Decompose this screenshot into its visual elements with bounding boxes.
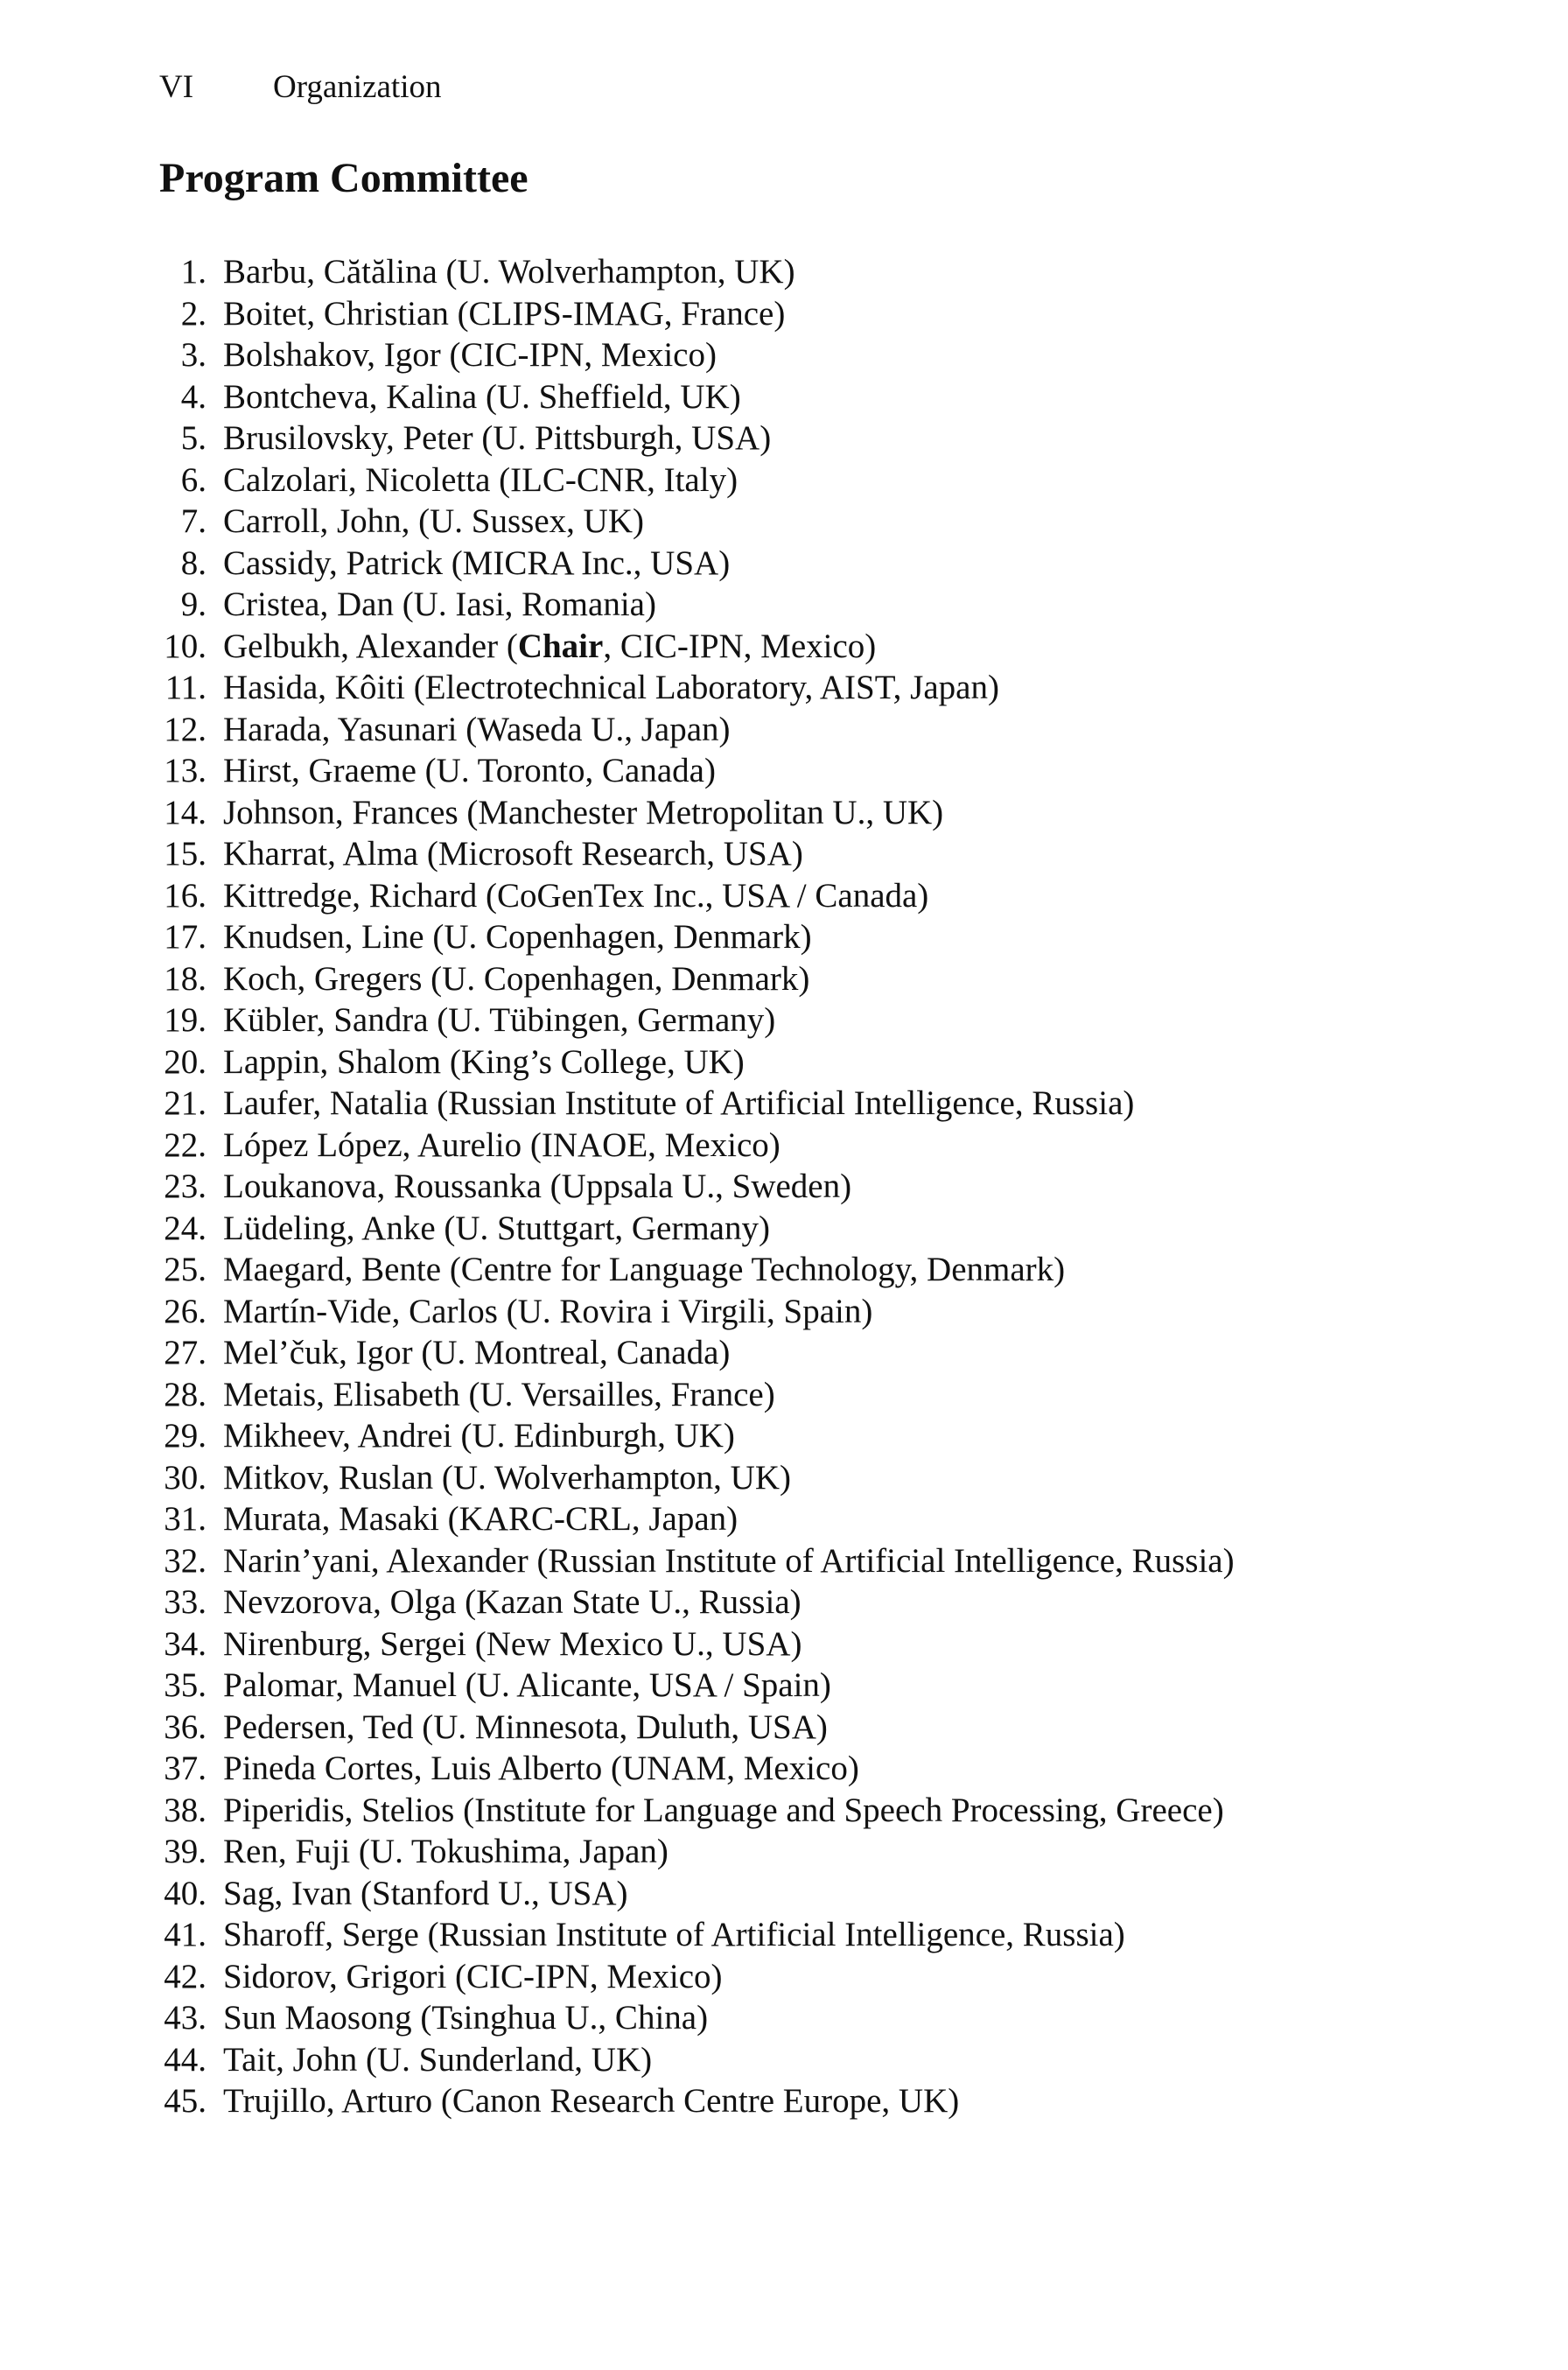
committee-member: [0, 1956, 1568, 1998]
member-number: 34.: [164, 1624, 206, 1663]
committee-member: [0, 543, 1568, 585]
member-name-affiliation: Palomar, Manuel (U. Alicante, USA / Spain): [223, 1666, 831, 1704]
member-name-affiliation: Knudsen, Line (U. Copenhagen, Denmark): [223, 918, 812, 956]
member-number: 16.: [164, 876, 206, 915]
committee-member: [0, 417, 1568, 459]
committee-member: [0, 1041, 1568, 1083]
member-name-affiliation: López López, Aurelio (INAOE, Mexico): [223, 1125, 780, 1164]
member-name-affiliation: Murata, Masaki (KARC-CRL, Japan): [223, 1500, 738, 1538]
member-number: 7.: [180, 502, 206, 540]
member-name-affiliation: Loukanova, Roussanka (Uppsala U., Sweden): [223, 1167, 852, 1205]
member-name-affiliation: Mel’čuk, Igor (U. Montreal, Canada): [223, 1334, 731, 1371]
committee-member: [0, 1831, 1568, 1873]
member-number: 1.: [180, 253, 206, 291]
member-name-affiliation: Lüdeling, Anke (U. Stuttgart, Germany): [223, 1209, 770, 1247]
member-name-affiliation: Kharrat, Alma (Microsoft Research, USA): [223, 835, 803, 873]
member-number: 41.: [164, 1916, 206, 1953]
member-affiliation-after-chair: , CIC-IPN, Mexico): [603, 627, 877, 665]
committee-member: [0, 709, 1568, 751]
member-number: 40.: [164, 1874, 206, 1912]
committee-member: [0, 2080, 1568, 2122]
committee-member: [0, 293, 1568, 335]
committee-member: [0, 667, 1568, 709]
member-name-affiliation: Carroll, John, (U. Sussex, UK): [223, 502, 644, 540]
member-name-affiliation: Mitkov, Ruslan (U. Wolverhampton, UK): [223, 1458, 791, 1497]
member-name-affiliation: Piperidis, Stelios (Institute for Language and Speech Processing, Greece): [223, 1791, 1224, 1829]
running-title: Organization: [273, 69, 442, 105]
program-committee-list: [0, 251, 1568, 2122]
member-name-affiliation: Boitet, Christian (CLIPS-IMAG, France): [223, 294, 786, 333]
committee-member: [0, 1873, 1568, 1915]
member-number: 11.: [164, 669, 206, 706]
member-number: 3.: [180, 336, 206, 374]
member-number: 18.: [164, 959, 206, 998]
member-name-before-chair: Gelbukh, Alexander (: [223, 627, 518, 665]
member-name-affiliation: Calzolari, Nicoletta (ILC-CNR, Italy): [223, 460, 738, 499]
member-number: 45.: [164, 2082, 206, 2120]
member-number: 37.: [164, 1749, 206, 1787]
committee-member: [0, 1997, 1568, 2039]
member-number: 33.: [164, 1583, 206, 1621]
committee-member: [0, 251, 1568, 293]
member-number: 36.: [164, 1707, 206, 1746]
member-name-affiliation: [223, 626, 876, 668]
page-number: VI: [159, 69, 194, 105]
member-name-affiliation: Mikheev, Andrei (U. Edinburgh, UK): [223, 1417, 735, 1455]
committee-member: [0, 1707, 1568, 1749]
section-title: Program Committee: [159, 155, 528, 201]
member-number: 24.: [164, 1209, 206, 1247]
member-number: 22.: [164, 1125, 206, 1164]
member-number: 29.: [164, 1417, 206, 1455]
member-number: 35.: [164, 1666, 206, 1704]
member-name-affiliation: Bolshakov, Igor (CIC-IPN, Mexico): [223, 336, 717, 374]
committee-member: [0, 1083, 1568, 1125]
member-number: 10.: [164, 627, 206, 665]
committee-member: [0, 376, 1568, 418]
member-name-affiliation: Harada, Yasunari (Waseda U., Japan): [223, 710, 731, 748]
member-number: 5.: [180, 419, 206, 457]
committee-member: [0, 999, 1568, 1041]
member-name-affiliation: Bontcheva, Kalina (U. Sheffield, UK): [223, 377, 741, 416]
committee-member: [0, 958, 1568, 1000]
committee-member-chair: [0, 626, 1568, 668]
member-number: 39.: [164, 1833, 206, 1870]
member-name-affiliation: Johnson, Frances (Manchester Metropolitan U., UK): [223, 793, 944, 831]
committee-member: [0, 792, 1568, 834]
member-name-affiliation: Lappin, Shalom (King’s College, UK): [223, 1042, 745, 1081]
committee-member: [0, 1415, 1568, 1457]
committee-member: [0, 1623, 1568, 1665]
committee-member: [0, 875, 1568, 917]
committee-member: [0, 1291, 1568, 1333]
member-name-affiliation: Trujillo, Arturo (Canon Research Centre Europe, UK): [223, 2082, 960, 2120]
member-number: 12.: [164, 710, 206, 748]
member-number: 42.: [164, 1957, 206, 1995]
committee-member: [0, 750, 1568, 792]
member-name-affiliation: Metais, Elisabeth (U. Versailles, France): [223, 1375, 775, 1413]
member-number: 31.: [164, 1500, 206, 1538]
member-name-affiliation: Nirenburg, Sergei (New Mexico U., USA): [223, 1624, 802, 1663]
member-name-affiliation: Brusilovsky, Peter (U. Pittsburgh, USA): [223, 419, 772, 457]
member-name-affiliation: Maegard, Bente (Centre for Language Technology, Denmark): [223, 1251, 1066, 1288]
member-name-affiliation: Sharoff, Serge (Russian Institute of Artificial Intelligence, Russia): [223, 1916, 1125, 1953]
committee-member: [0, 1374, 1568, 1416]
member-name-affiliation: Ren, Fuji (U. Tokushima, Japan): [223, 1833, 668, 1870]
member-name-affiliation: Sidorov, Grigori (CIC-IPN, Mexico): [223, 1957, 723, 1995]
member-name-affiliation: Hirst, Graeme (U. Toronto, Canada): [223, 752, 716, 789]
member-name-affiliation: Pedersen, Ted (U. Minnesota, Duluth, USA): [223, 1707, 828, 1746]
member-name-affiliation: Nevzorova, Olga (Kazan State U., Russia): [223, 1583, 802, 1621]
member-number: 28.: [164, 1375, 206, 1413]
member-number: 43.: [164, 1999, 206, 2037]
member-name-affiliation: Pineda Cortes, Luis Alberto (UNAM, Mexico): [223, 1749, 859, 1787]
member-number: 38.: [164, 1791, 206, 1829]
member-number: 15.: [164, 835, 206, 873]
member-number: 2.: [180, 294, 206, 333]
member-number: 23.: [164, 1167, 206, 1205]
member-name-affiliation: Tait, John (U. Sunderland, UK): [223, 2040, 653, 2079]
member-name-affiliation: Koch, Gregers (U. Copenhagen, Denmark): [223, 959, 810, 998]
member-number: 27.: [164, 1334, 206, 1371]
committee-member: [0, 1125, 1568, 1167]
committee-member: [0, 1498, 1568, 1540]
member-number: 21.: [164, 1084, 206, 1122]
member-number: 17.: [164, 918, 206, 956]
committee-member: [0, 1166, 1568, 1208]
committee-member: [0, 1249, 1568, 1291]
member-name-affiliation: Cristea, Dan (U. Iasi, Romania): [223, 585, 656, 623]
member-name-affiliation: Sag, Ivan (Stanford U., USA): [223, 1874, 628, 1912]
member-number: 26.: [164, 1292, 206, 1330]
member-name-affiliation: Barbu, Cătălina (U. Wolverhampton, UK): [223, 253, 795, 291]
member-number: 14.: [164, 793, 206, 831]
member-number: 13.: [164, 752, 206, 789]
committee-member: [0, 1914, 1568, 1956]
committee-member: [0, 1748, 1568, 1790]
committee-member: [0, 1540, 1568, 1582]
member-name-affiliation: Martín-Vide, Carlos (U. Rovira i Virgili, Spain): [223, 1292, 873, 1330]
member-number: 44.: [164, 2040, 206, 2079]
chair-label: Chair: [517, 627, 604, 665]
committee-member: [0, 833, 1568, 875]
member-name-affiliation: Hasida, Kôiti (Electrotechnical Laboratory, AIST, Japan): [223, 669, 999, 706]
committee-member: [0, 501, 1568, 543]
committee-member: [0, 1332, 1568, 1374]
member-number: 25.: [164, 1251, 206, 1288]
member-name-affiliation: Kübler, Sandra (U. Tübingen, Germany): [223, 1001, 776, 1039]
committee-member: [0, 1581, 1568, 1623]
running-head: [159, 70, 441, 105]
member-number: 30.: [164, 1458, 206, 1497]
committee-member: [0, 459, 1568, 501]
member-name-affiliation: Kittredge, Richard (CoGenTex Inc., USA / Canada): [223, 876, 929, 915]
committee-member: [0, 2039, 1568, 2081]
member-number: 20.: [164, 1042, 206, 1081]
member-number: 4.: [180, 377, 206, 416]
member-name-affiliation: Cassidy, Patrick (MICRA Inc., USA): [223, 543, 731, 582]
member-number: 32.: [164, 1541, 206, 1580]
committee-member: [0, 1457, 1568, 1499]
member-number: 6.: [180, 460, 206, 499]
committee-member: [0, 1665, 1568, 1707]
member-name-affiliation: Laufer, Natalia (Russian Institute of Artificial Intelligence, Russia): [223, 1084, 1135, 1122]
member-number: 19.: [164, 1001, 206, 1039]
member-number: 9.: [180, 585, 206, 623]
committee-member: [0, 584, 1568, 626]
committee-member: [0, 334, 1568, 376]
member-name-affiliation: Sun Maosong (Tsinghua U., China): [223, 1999, 709, 2037]
committee-member: [0, 916, 1568, 958]
member-number: 8.: [180, 543, 206, 582]
member-name-affiliation: Narin’yani, Alexander (Russian Institute of Artificial Intelligence, Russia): [223, 1541, 1235, 1580]
committee-member: [0, 1790, 1568, 1832]
committee-member: [0, 1208, 1568, 1250]
